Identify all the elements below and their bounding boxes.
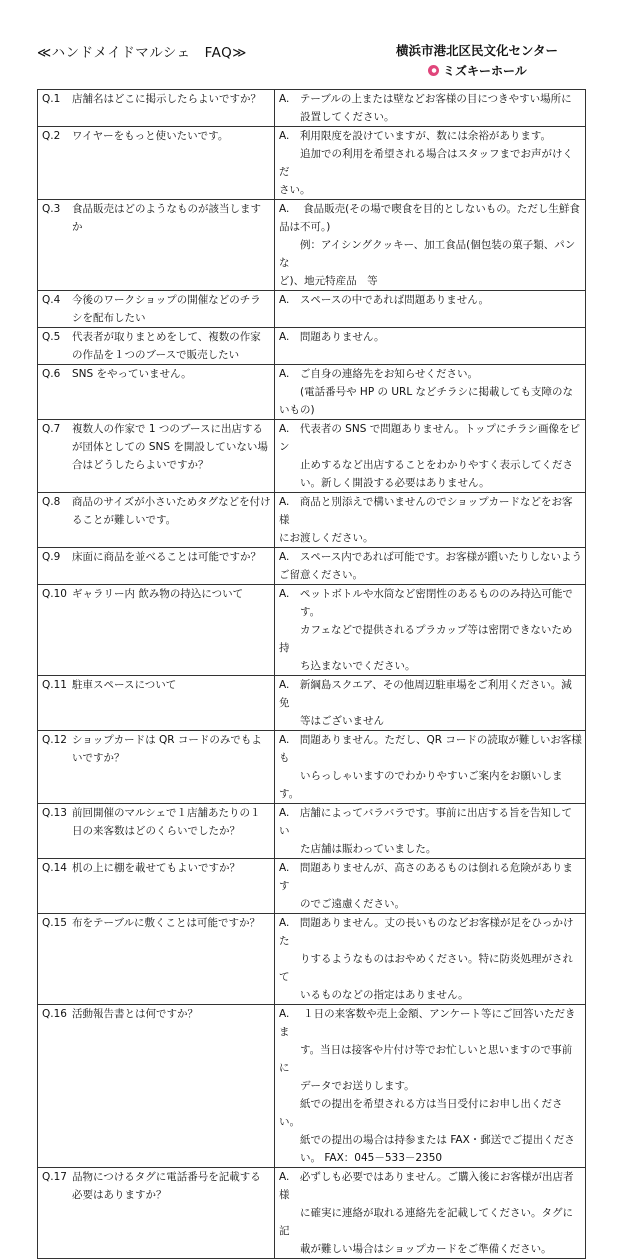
faq-table <box>37 89 586 1259</box>
faq-question <box>42 859 271 877</box>
faq-answer-line: A. １日の来客数や売上金額、アンケート等にご回答いただきま <box>279 1008 576 1038</box>
faq-answer-line: カフェなどで提供されるプラカップ等は密閉できないため持 <box>279 624 573 654</box>
faq-answer-line: 設置してください。 <box>279 111 395 123</box>
faq-answer-line: いらっしゃいますのでわかりやすいご案内をお願いします。 <box>279 770 563 800</box>
faq-answer-line: A. 問題ありませんが、高さのあるものは倒れる危険があります <box>279 862 573 892</box>
faq-answer-line: A. 商品と別添えで構いませんのでショップカードなどをお客様 <box>279 496 573 526</box>
faq-answer-line: 載が難しい場合はショップカードをご準備ください。 <box>279 1243 552 1255</box>
faq-answer-line: A. テーブルの上または壁などお客様の目につきやすい場所に <box>279 93 572 105</box>
faq-question-text: 机の上に棚を載せてもよいですか？ <box>72 862 240 874</box>
faq-question-number: Q.14 <box>42 862 67 874</box>
faq-question <box>42 585 271 603</box>
faq-question-text: 布をテーブルに敷くことは可能ですか？ <box>72 917 261 929</box>
faq-question-text: 活動報告書とは何ですか？ <box>72 1008 198 1020</box>
faq-answer-cell <box>275 127 586 200</box>
faq-row <box>38 127 586 200</box>
faq-question-text: 代表者が取りまとめをして、複数の作家の作品を１つのブースで販売したい <box>72 331 261 361</box>
faq-question <box>42 291 271 327</box>
faq-answer-line: A. スペース内であれば可能です。お客様が躓いたりしないよう <box>279 551 582 563</box>
faq-answer-line: ご留意ください。 <box>279 569 363 581</box>
faq-answer-line: A. 食品販売(その場で喫食を目的としないもの。ただし生鮮食 <box>279 203 580 215</box>
faq-question <box>42 328 271 364</box>
faq-answer-line: 止めするなど出店することをわかりやすく表示してくださ <box>279 459 573 471</box>
faq-answer-cell <box>275 804 586 859</box>
faq-question <box>42 731 271 767</box>
faq-row <box>38 1005 586 1168</box>
faq-question-text: 品物につけるタグに電話番号を記載する必要はありますか？ <box>72 1171 261 1201</box>
faq-row <box>38 493 586 548</box>
faq-answer-line: A. 代表者の SNS で問題ありません。トップにチラシ画像をピン <box>279 423 581 453</box>
faq-question <box>42 548 271 566</box>
faq-question-text: 店舗名はどこに掲示したらよいですか？ <box>72 93 261 105</box>
faq-question-cell <box>38 548 275 585</box>
faq-question-text: ショップカードは QR コードのみでもよいですか？ <box>72 734 262 764</box>
faq-question <box>42 90 271 108</box>
faq-question-number: Q.8 <box>42 496 61 508</box>
faq-row <box>38 548 586 585</box>
faq-answer-line: A. ペットボトルや水筒など密閉性のあるもののみ持込可能で <box>279 588 573 600</box>
faq-answer-line: A. 店舗によってバラバラです。事前に出店する旨を告知してい <box>279 807 572 837</box>
faq-question-text: ギャラリー内 飲み物の持込について <box>72 588 244 600</box>
faq-row <box>38 90 586 127</box>
faq-question-text: SNS をやっていません。 <box>72 368 192 380</box>
faq-question <box>42 420 271 474</box>
faq-answer-cell <box>275 328 586 365</box>
faq-question-number: Q.16 <box>42 1008 67 1020</box>
faq-row <box>38 804 586 859</box>
faq-row <box>38 200 586 291</box>
faq-answer-line: 追加での利用を希望される場合はスタッフまでお声がけくだ <box>279 148 573 178</box>
faq-question-cell <box>38 365 275 420</box>
faq-question <box>42 493 271 529</box>
faq-question-cell <box>38 328 275 365</box>
faq-question-cell <box>38 127 275 200</box>
faq-table-body <box>38 90 586 1259</box>
faq-question-number: Q.17 <box>42 1171 67 1183</box>
faq-answer-line: いるものなどの指定はありません。 <box>279 989 469 1001</box>
faq-question-number: Q.12 <box>42 734 67 746</box>
faq-question-cell <box>38 676 275 731</box>
faq-answer-line: い。新しく開設する必要はありません。 <box>279 477 490 489</box>
hall-name: ミズキーホール <box>443 64 527 78</box>
organization-name: 横浜市港北区民文化センター <box>396 43 559 58</box>
faq-question-number: Q.15 <box>42 917 67 929</box>
faq-row <box>38 1168 586 1259</box>
faq-question-text: 複数人の作家で 1 つのブースに出店するが団体としての SNS を開設していない場合はどうしたらよいですか？ <box>72 423 268 471</box>
faq-answer-line: た店舗は賑わっていました。 <box>279 843 437 855</box>
faq-answer-line: A. スペースの中であれば問題ありません。 <box>279 294 489 306</box>
mizuki-logo-icon <box>428 65 439 76</box>
faq-row <box>38 365 586 420</box>
faq-answer-line: A. 問題ありません。ただし、QR コードの読取が難しいお客様も <box>279 734 582 764</box>
faq-question-text: ワイヤーをもっと使いたいです。 <box>72 130 229 142</box>
faq-question <box>42 914 271 932</box>
faq-answer-cell <box>275 1168 586 1259</box>
faq-question <box>42 1005 271 1023</box>
faq-question-number: Q.1 <box>42 93 61 105</box>
faq-row <box>38 328 586 365</box>
faq-row <box>38 859 586 914</box>
faq-answer-line: A. 新綱島スクエア、その他周辺駐車場をご利用ください。減免 <box>279 679 572 709</box>
faq-question-cell <box>38 1168 275 1259</box>
faq-answer-line: 例：アイシングクッキー、加工食品(個包装の菓子類、パンな <box>279 239 576 269</box>
faq-answer-line: いもの) <box>279 404 315 416</box>
faq-question-number: Q.10 <box>42 588 67 600</box>
faq-question-cell <box>38 291 275 328</box>
faq-row <box>38 676 586 731</box>
faq-answer-line: A. 必ずしも必要ではありません。ご購入後にお客様が出店者様 <box>279 1171 574 1201</box>
faq-question-text: 食品販売はどのようなものが該当しますか <box>72 203 261 233</box>
hall-name-block <box>428 62 527 79</box>
faq-question-number: Q.2 <box>42 130 61 142</box>
faq-answer-line: 等はございません <box>279 715 384 727</box>
faq-answer-line: 紙での提出の場合は持参または FAX・郵送でご提出くださ <box>279 1134 575 1146</box>
faq-answer-line: に確実に連絡が取れる連絡先を記載してください。タグに記 <box>279 1207 573 1237</box>
faq-question-cell <box>38 585 275 676</box>
faq-question-cell <box>38 200 275 291</box>
faq-question <box>42 127 271 145</box>
faq-question-number: Q.6 <box>42 368 61 380</box>
faq-question-text: 商品のサイズが小さいためタグなどを付けることが難しいです。 <box>72 496 271 526</box>
faq-answer-line: A. 問題ありません。 <box>279 331 385 343</box>
faq-question <box>42 365 271 383</box>
faq-answer-cell <box>275 585 586 676</box>
faq-question-cell <box>38 731 275 804</box>
faq-answer-cell <box>275 420 586 493</box>
faq-answer-line: い。 FAX：045－533－2350 <box>279 1152 443 1164</box>
faq-question-cell <box>38 90 275 127</box>
faq-answer-cell <box>275 90 586 127</box>
faq-question-text: 前回開催のマルシェで１店舗あたりの１日の来客数はどのくらいでしたか？ <box>72 807 261 837</box>
faq-answer-cell <box>275 548 586 585</box>
faq-question-cell <box>38 1005 275 1168</box>
faq-answer-cell <box>275 859 586 914</box>
faq-answer-line: す。 <box>279 606 321 618</box>
faq-answer-line: のでご遠慮ください。 <box>279 898 405 910</box>
faq-answer-cell <box>275 676 586 731</box>
faq-row <box>38 585 586 676</box>
faq-answer-cell <box>275 914 586 1005</box>
faq-answer-line: A. ご自身の連絡先をお知らせください。 <box>279 368 479 380</box>
faq-answer-line: データでお送りします。 <box>279 1080 415 1092</box>
faq-row <box>38 731 586 804</box>
faq-question <box>42 676 271 694</box>
faq-answer-line: 紙での提出を希望される方は当日受付にお申し出ください。 <box>279 1098 563 1128</box>
faq-answer-line: ど)、地元特産品 等 <box>279 275 378 287</box>
faq-answer-cell <box>275 731 586 804</box>
faq-answer-cell <box>275 365 586 420</box>
faq-question-cell <box>38 493 275 548</box>
page-title: ≪ハンドメイドマルシェ FAQ≫ <box>37 45 247 61</box>
faq-row <box>38 420 586 493</box>
faq-answer-line: ち込まないでください。 <box>279 660 416 672</box>
faq-question-text: 今後のワークショップの開催などのチラシを配布したい <box>72 294 261 324</box>
faq-question <box>42 200 271 236</box>
faq-question-text: 床面に商品を並べることは可能ですか？ <box>72 551 261 563</box>
faq-question-cell <box>38 914 275 1005</box>
faq-question-cell <box>38 420 275 493</box>
faq-question-number: Q.11 <box>42 679 67 691</box>
faq-answer-cell <box>275 1005 586 1168</box>
faq-answer-cell <box>275 291 586 328</box>
faq-answer-line: りするようなものはおやめください。特に防炎処理がされて <box>279 953 573 983</box>
faq-question-number: Q.13 <box>42 807 67 819</box>
faq-answer-line: さい。 <box>279 184 311 196</box>
faq-question <box>42 804 271 840</box>
faq-question-number: Q.5 <box>42 331 61 343</box>
faq-answer-cell <box>275 493 586 548</box>
faq-answer-line: A. 問題ありません。丈の長いものなどお客様が足をひっかけた <box>279 917 574 947</box>
faq-question-cell <box>38 804 275 859</box>
faq-question-cell <box>38 859 275 914</box>
faq-question-number: Q.7 <box>42 423 61 435</box>
faq-answer-line: A. 利用限度を設けていますが、数には余裕があります。 <box>279 130 551 142</box>
faq-question <box>42 1168 271 1204</box>
faq-question-number: Q.9 <box>42 551 61 563</box>
faq-answer-line: にお渡しください。 <box>279 532 374 544</box>
faq-row <box>38 914 586 1005</box>
faq-question-number: Q.3 <box>42 203 61 215</box>
faq-answer-line: す。当日は接客や片付け等でお忙しいと思いますので事前に <box>279 1044 573 1074</box>
faq-answer-line: 品は不可。) <box>279 221 331 233</box>
faq-row <box>38 291 586 328</box>
faq-question-number: Q.4 <box>42 294 61 306</box>
faq-answer-line: (電話番号や HP の URL などチラシに掲載しても支障のな <box>279 386 574 398</box>
faq-question-text: 駐車スペースについて <box>72 679 177 691</box>
faq-answer-cell <box>275 200 586 291</box>
